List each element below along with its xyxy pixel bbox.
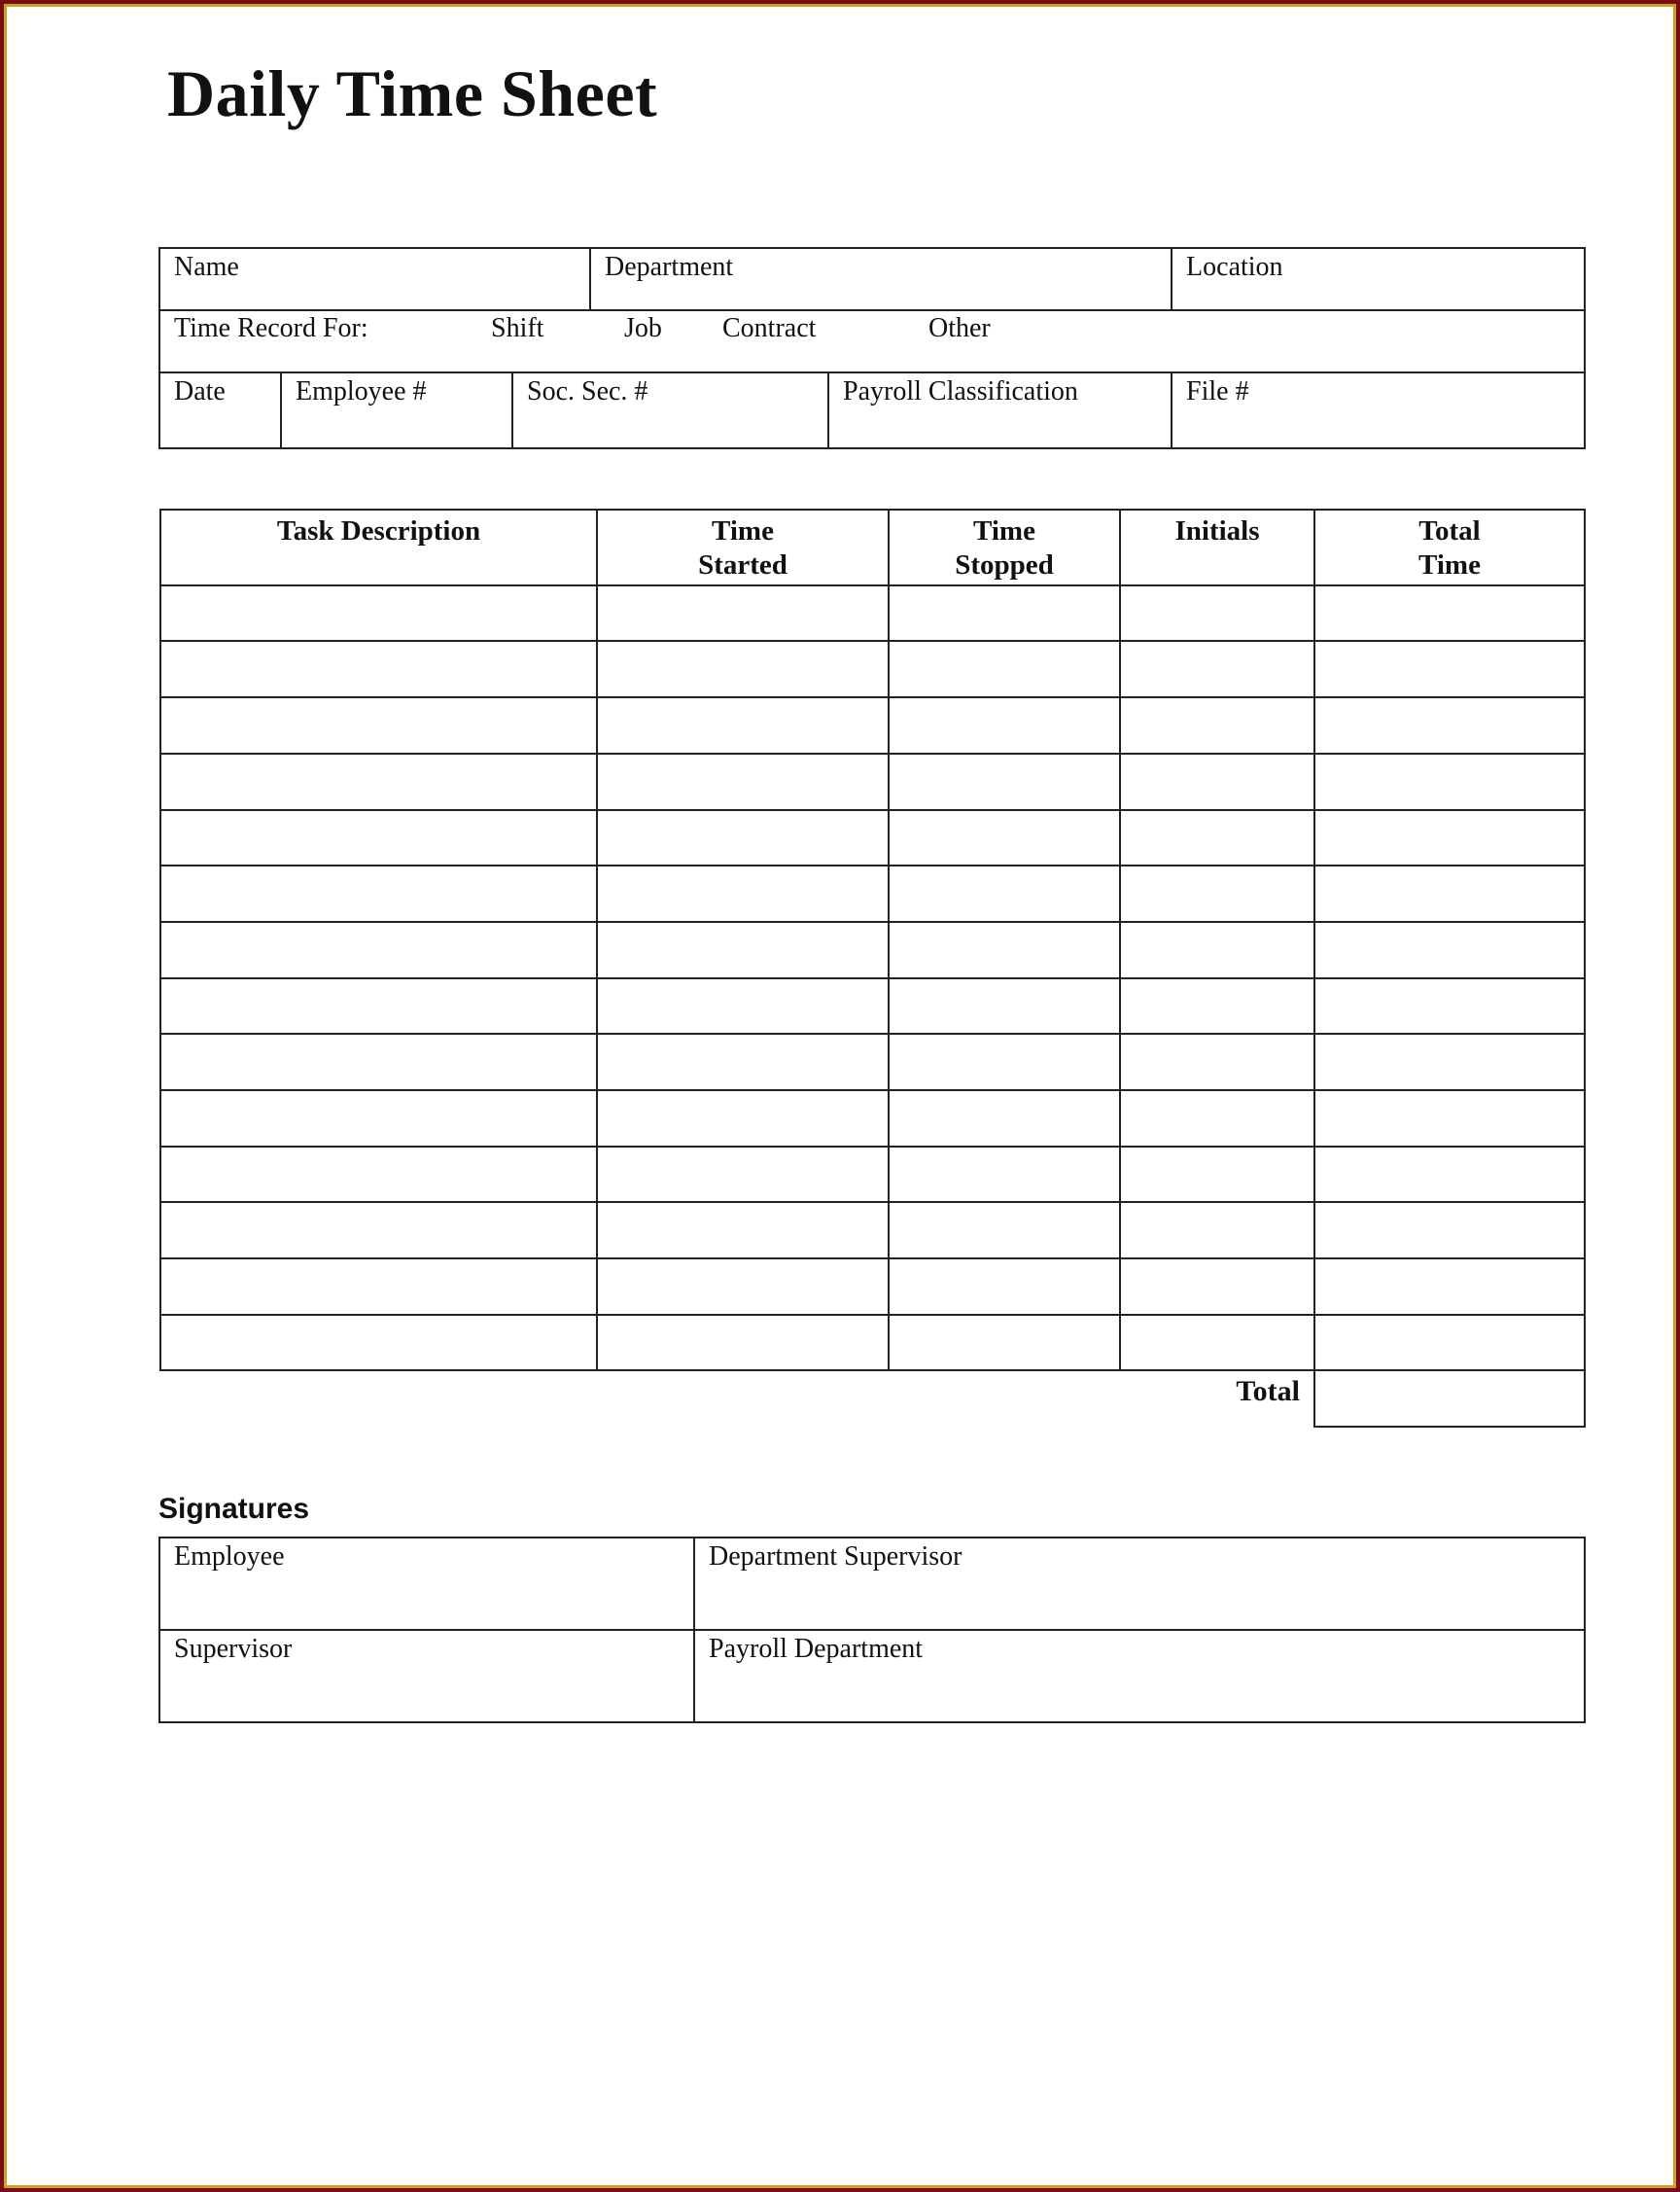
payroll-department-signature-field[interactable]: [694, 1630, 1585, 1722]
signatures-table: [158, 1537, 1586, 1723]
total-time-cell[interactable]: [1314, 1090, 1585, 1147]
department-supervisor-signature-label: Department Supervisor: [709, 1541, 962, 1572]
table-row: [160, 1258, 1585, 1315]
task-description-cell[interactable]: [160, 1090, 597, 1147]
employee-info-table: [158, 247, 1586, 449]
total-time-cell[interactable]: [1314, 585, 1585, 642]
table-row: [160, 1202, 1585, 1258]
contract-option[interactable]: Contract: [722, 313, 817, 343]
table-row: [160, 1090, 1585, 1147]
task-description-cell[interactable]: [160, 978, 597, 1035]
name-field[interactable]: [159, 248, 590, 310]
department-supervisor-signature-field[interactable]: [694, 1538, 1585, 1630]
task-description-cell[interactable]: [160, 1202, 597, 1258]
time-started-cell[interactable]: [597, 641, 889, 697]
initials-cell[interactable]: [1120, 1090, 1314, 1147]
time-stopped-cell[interactable]: [889, 978, 1120, 1035]
initials-cell[interactable]: [1120, 697, 1314, 754]
time-started-cell[interactable]: [597, 810, 889, 866]
shift-option[interactable]: Shift: [491, 313, 544, 343]
time-started-cell[interactable]: [597, 697, 889, 754]
total-time-cell[interactable]: [1314, 922, 1585, 978]
signatures-heading: Signatures: [158, 1493, 310, 1525]
table-row: [160, 585, 1585, 642]
table-row: [160, 754, 1585, 810]
soc-sec-field[interactable]: [512, 372, 828, 448]
time-stopped-cell[interactable]: [889, 585, 1120, 642]
task-description-cell[interactable]: [160, 922, 597, 978]
location-label: Location: [1186, 252, 1283, 282]
time-stopped-cell[interactable]: [889, 1258, 1120, 1315]
time-started-cell[interactable]: [597, 1202, 889, 1258]
initials-cell[interactable]: [1120, 585, 1314, 642]
department-label: Department: [605, 252, 734, 282]
time-stopped-cell[interactable]: [889, 1315, 1120, 1371]
job-option[interactable]: Job: [624, 313, 662, 343]
initials-cell[interactable]: [1120, 922, 1314, 978]
time-stopped-cell[interactable]: [889, 922, 1120, 978]
initials-cell[interactable]: [1120, 1202, 1314, 1258]
header-time-started: Time Started: [597, 510, 889, 585]
total-time-cell[interactable]: [1314, 1202, 1585, 1258]
initials-cell[interactable]: [1120, 978, 1314, 1035]
time-started-cell[interactable]: [597, 866, 889, 922]
task-table: [159, 509, 1586, 1428]
supervisor-signature-label: Supervisor: [174, 1634, 293, 1664]
supervisor-signature-field[interactable]: [159, 1630, 694, 1722]
date-label: Date: [174, 376, 226, 407]
page-title: Daily Time Sheet: [167, 56, 658, 130]
time-stopped-cell[interactable]: [889, 1147, 1120, 1203]
total-time-cell[interactable]: [1314, 1370, 1585, 1427]
task-description-cell[interactable]: [160, 754, 597, 810]
header-time-stopped: Time Stopped: [889, 510, 1120, 585]
time-started-cell[interactable]: [597, 754, 889, 810]
total-time-cell[interactable]: [1314, 810, 1585, 866]
time-started-cell[interactable]: [597, 585, 889, 642]
table-row: [160, 810, 1585, 866]
task-description-cell[interactable]: [160, 641, 597, 697]
initials-cell[interactable]: [1120, 810, 1314, 866]
task-description-cell[interactable]: [160, 1315, 597, 1371]
header-total-time: Total Time: [1314, 510, 1585, 585]
payroll-classification-field[interactable]: [828, 372, 1172, 448]
initials-cell[interactable]: [1120, 1147, 1314, 1203]
task-description-cell[interactable]: [160, 866, 597, 922]
department-field[interactable]: [590, 248, 1172, 310]
table-row: [160, 697, 1585, 754]
total-time-cell[interactable]: [1314, 641, 1585, 697]
employee-number-label: Employee #: [296, 376, 427, 407]
table-row: [160, 866, 1585, 922]
time-started-cell[interactable]: [597, 1315, 889, 1371]
header-task-description: Task Description: [160, 510, 597, 585]
table-row: [160, 1147, 1585, 1203]
time-started-cell[interactable]: [597, 1147, 889, 1203]
table-row: [160, 1034, 1585, 1090]
task-description-cell[interactable]: [160, 1034, 597, 1090]
employee-signature-field[interactable]: [159, 1538, 694, 1630]
time-started-cell[interactable]: [597, 1090, 889, 1147]
initials-cell[interactable]: [1120, 641, 1314, 697]
time-stopped-cell[interactable]: [889, 1090, 1120, 1147]
payroll-classification-label: Payroll Classification: [843, 376, 1078, 407]
file-number-field[interactable]: [1172, 372, 1585, 448]
total-time-cell[interactable]: [1314, 1315, 1585, 1371]
task-description-cell[interactable]: [160, 1258, 597, 1315]
time-stopped-cell[interactable]: [889, 1202, 1120, 1258]
initials-cell[interactable]: [1120, 1258, 1314, 1315]
table-row: [160, 1315, 1585, 1371]
employee-number-field[interactable]: [281, 372, 512, 448]
task-description-cell[interactable]: [160, 697, 597, 754]
total-time-cell[interactable]: [1314, 754, 1585, 810]
time-started-cell[interactable]: [597, 978, 889, 1035]
time-record-for-field[interactable]: [159, 310, 1585, 372]
date-field[interactable]: [159, 372, 281, 448]
table-row: [160, 922, 1585, 978]
task-description-cell[interactable]: [160, 810, 597, 866]
total-time-cell[interactable]: [1314, 866, 1585, 922]
initials-cell[interactable]: [1120, 754, 1314, 810]
total-label: Total: [1236, 1375, 1300, 1408]
total-time-cell[interactable]: [1314, 697, 1585, 754]
time-stopped-cell[interactable]: [889, 1034, 1120, 1090]
total-time-cell[interactable]: [1314, 978, 1585, 1035]
location-field[interactable]: [1172, 248, 1585, 310]
header-initials: Initials: [1120, 510, 1314, 585]
initials-cell[interactable]: [1120, 866, 1314, 922]
time-stopped-cell[interactable]: [889, 641, 1120, 697]
table-row: [160, 978, 1585, 1035]
time-started-cell[interactable]: [597, 1258, 889, 1315]
name-label: Name: [174, 252, 239, 282]
initials-cell[interactable]: [1120, 1315, 1314, 1371]
time-stopped-cell[interactable]: [889, 697, 1120, 754]
time-started-cell[interactable]: [597, 1034, 889, 1090]
table-row: [160, 641, 1585, 697]
time-record-for-label: Time Record For:: [174, 313, 368, 343]
task-description-cell[interactable]: [160, 585, 597, 642]
time-started-cell[interactable]: [597, 922, 889, 978]
time-stopped-cell[interactable]: [889, 754, 1120, 810]
other-option[interactable]: Other: [928, 313, 991, 343]
time-stopped-cell[interactable]: [889, 866, 1120, 922]
task-description-cell[interactable]: [160, 1147, 597, 1203]
total-time-cell[interactable]: [1314, 1147, 1585, 1203]
file-number-label: File #: [1186, 376, 1249, 407]
payroll-department-signature-label: Payroll Department: [709, 1634, 924, 1664]
soc-sec-label: Soc. Sec. #: [527, 376, 648, 407]
employee-signature-label: Employee: [174, 1541, 285, 1572]
time-stopped-cell[interactable]: [889, 810, 1120, 866]
initials-cell[interactable]: [1120, 1034, 1314, 1090]
total-time-cell[interactable]: [1314, 1258, 1585, 1315]
total-time-cell[interactable]: [1314, 1034, 1585, 1090]
